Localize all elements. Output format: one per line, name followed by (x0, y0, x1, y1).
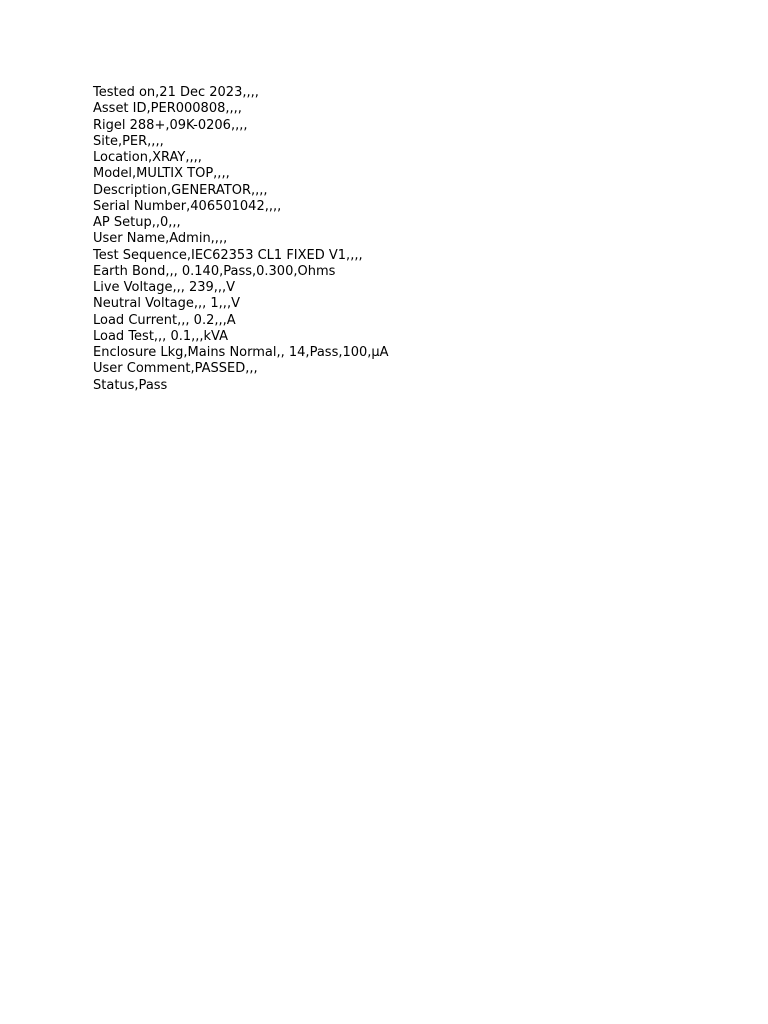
line-neutral-voltage: Neutral Voltage,,, 1,,,V (93, 296, 240, 312)
line-asset-id: Asset ID,PER000808,,,, (93, 101, 242, 117)
line-load-test: Load Test,,, 0.1,,,kVA (93, 328, 229, 344)
line-status: Status,Pass (93, 377, 168, 393)
line-test-sequence: Test Sequence,IEC62353 CL1 FIXED V1,,,, (93, 247, 363, 263)
line-enclosure-lkg: Enclosure Lkg,Mains Normal,, 14,Pass,100,µA (93, 345, 389, 360)
line-load-current: Load Current,,, 0.2,,,A (93, 312, 236, 328)
line-site: Site,PER,,,, (93, 133, 164, 149)
line-location: Location,XRAY,,,, (93, 150, 202, 165)
line-serial-number: Serial Number,406501042,,,, (93, 198, 282, 214)
line-tested-on: Tested on,21 Dec 2023,,,, (93, 85, 259, 100)
line-live-voltage: Live Voltage,,, 239,,,V (93, 280, 236, 295)
line-rigel: Rigel 288+,09K-0206,,,, (93, 117, 248, 133)
line-description: Description,GENERATOR,,,, (93, 182, 268, 198)
line-ap-setup: AP Setup,,0,,, (93, 215, 181, 230)
line-user-comment: User Comment,PASSED,,, (93, 361, 258, 377)
line-model: Model,MULTIX TOP,,,, (93, 166, 230, 182)
csv-text-block (93, 85, 389, 394)
line-user-name: User Name,Admin,,,, (93, 231, 228, 247)
line-earth-bond: Earth Bond,,, 0.140,Pass,0.300,Ohms (93, 263, 336, 279)
